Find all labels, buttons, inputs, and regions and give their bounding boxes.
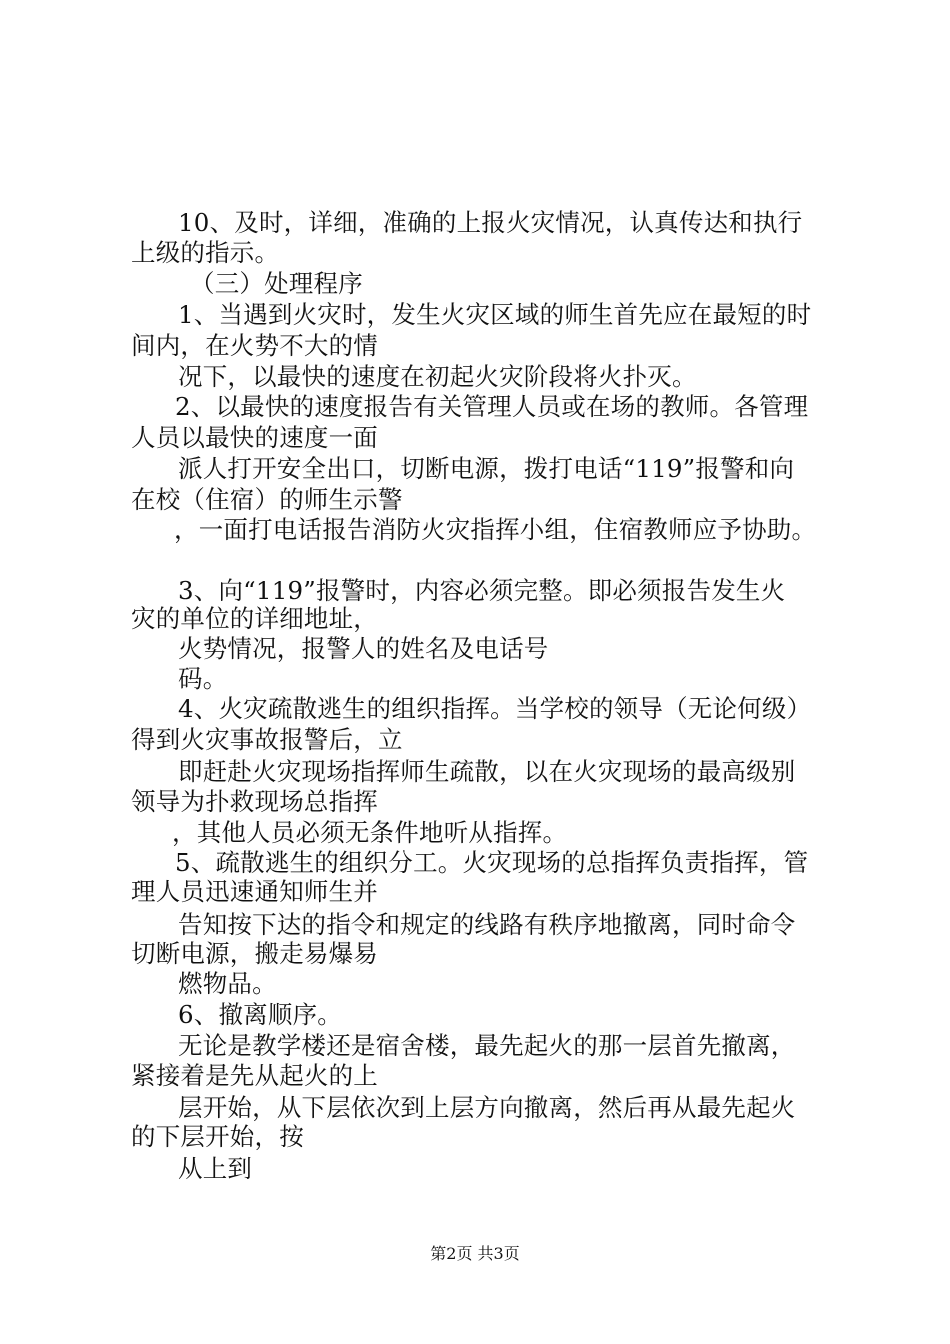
text-line: 从上到	[178, 1154, 253, 1183]
text-line: 人员以最快的速度一面	[131, 423, 378, 452]
text-line: 2、以最快的速度报告有关管理人员或在场的教师。各管理	[175, 392, 809, 421]
text-line: 6、撤离顺序。	[178, 1000, 342, 1029]
text-line: 间内，在火势不大的情	[131, 331, 378, 360]
text-line: 燃物品。	[178, 969, 277, 998]
text-line: 领导为扑救现场总指挥	[131, 787, 378, 816]
text-line: 5、疏散逃生的组织分工。火灾现场的总指挥负责指挥，管	[175, 848, 809, 877]
text-line: 4、火灾疏散逃生的组织指挥。当学校的领导（无论何级）	[178, 694, 812, 723]
page-footer: 第2页 共3页	[430, 1244, 520, 1263]
text-line: 即赶赴火灾现场指挥师生疏散，以在火灾现场的最高级别	[178, 757, 796, 786]
text-line: 的下层开始，按	[131, 1122, 304, 1151]
text-line: 理人员迅速通知师生并	[131, 877, 378, 906]
text-line: 在校（住宿）的师生示警	[131, 485, 403, 514]
text-line: 派人打开安全出口，切断电源，拨打电话“119”报警和向	[178, 454, 795, 483]
text-line: 火势情况，报警人的姓名及电话号	[178, 634, 549, 663]
text-line: 切断电源，搬走易爆易	[131, 939, 378, 968]
text-line: 层开始，从下层依次到上层方向撤离，然后再从最先起火	[178, 1093, 796, 1122]
text-line: 况下，以最快的速度在初起火灾阶段将火扑灭。	[178, 362, 697, 391]
text-line: 10、及时，详细，准确的上报火灾情况，认真传达和执行	[178, 208, 803, 237]
text-line: 告知按下达的指令和规定的线路有秩序地撤离，同时命令	[178, 910, 796, 939]
text-line: 得到火灾事故报警后，立	[131, 725, 403, 754]
section-heading: （三）处理程序	[190, 269, 363, 298]
text-line: ，其他人员必须无条件地听从指挥。	[172, 818, 568, 847]
text-line: ，一面打电话报告消防火灾指挥小组，住宿教师应予协助。	[174, 515, 817, 544]
text-line: 紧接着是先从起火的上	[131, 1061, 378, 1090]
text-line: 灾的单位的详细地址，	[131, 604, 378, 633]
text-line: 1、当遇到火灾时，发生火灾区域的师生首先应在最短的时	[178, 300, 812, 329]
text-line: 无论是教学楼还是宿舍楼，最先起火的那一层首先撤离，	[178, 1031, 796, 1060]
text-line: 码。	[178, 664, 228, 693]
text-line: 上级的指示。	[131, 238, 280, 267]
text-line: 3、向“119”报警时，内容必须完整。即必须报告发生火	[178, 576, 786, 605]
